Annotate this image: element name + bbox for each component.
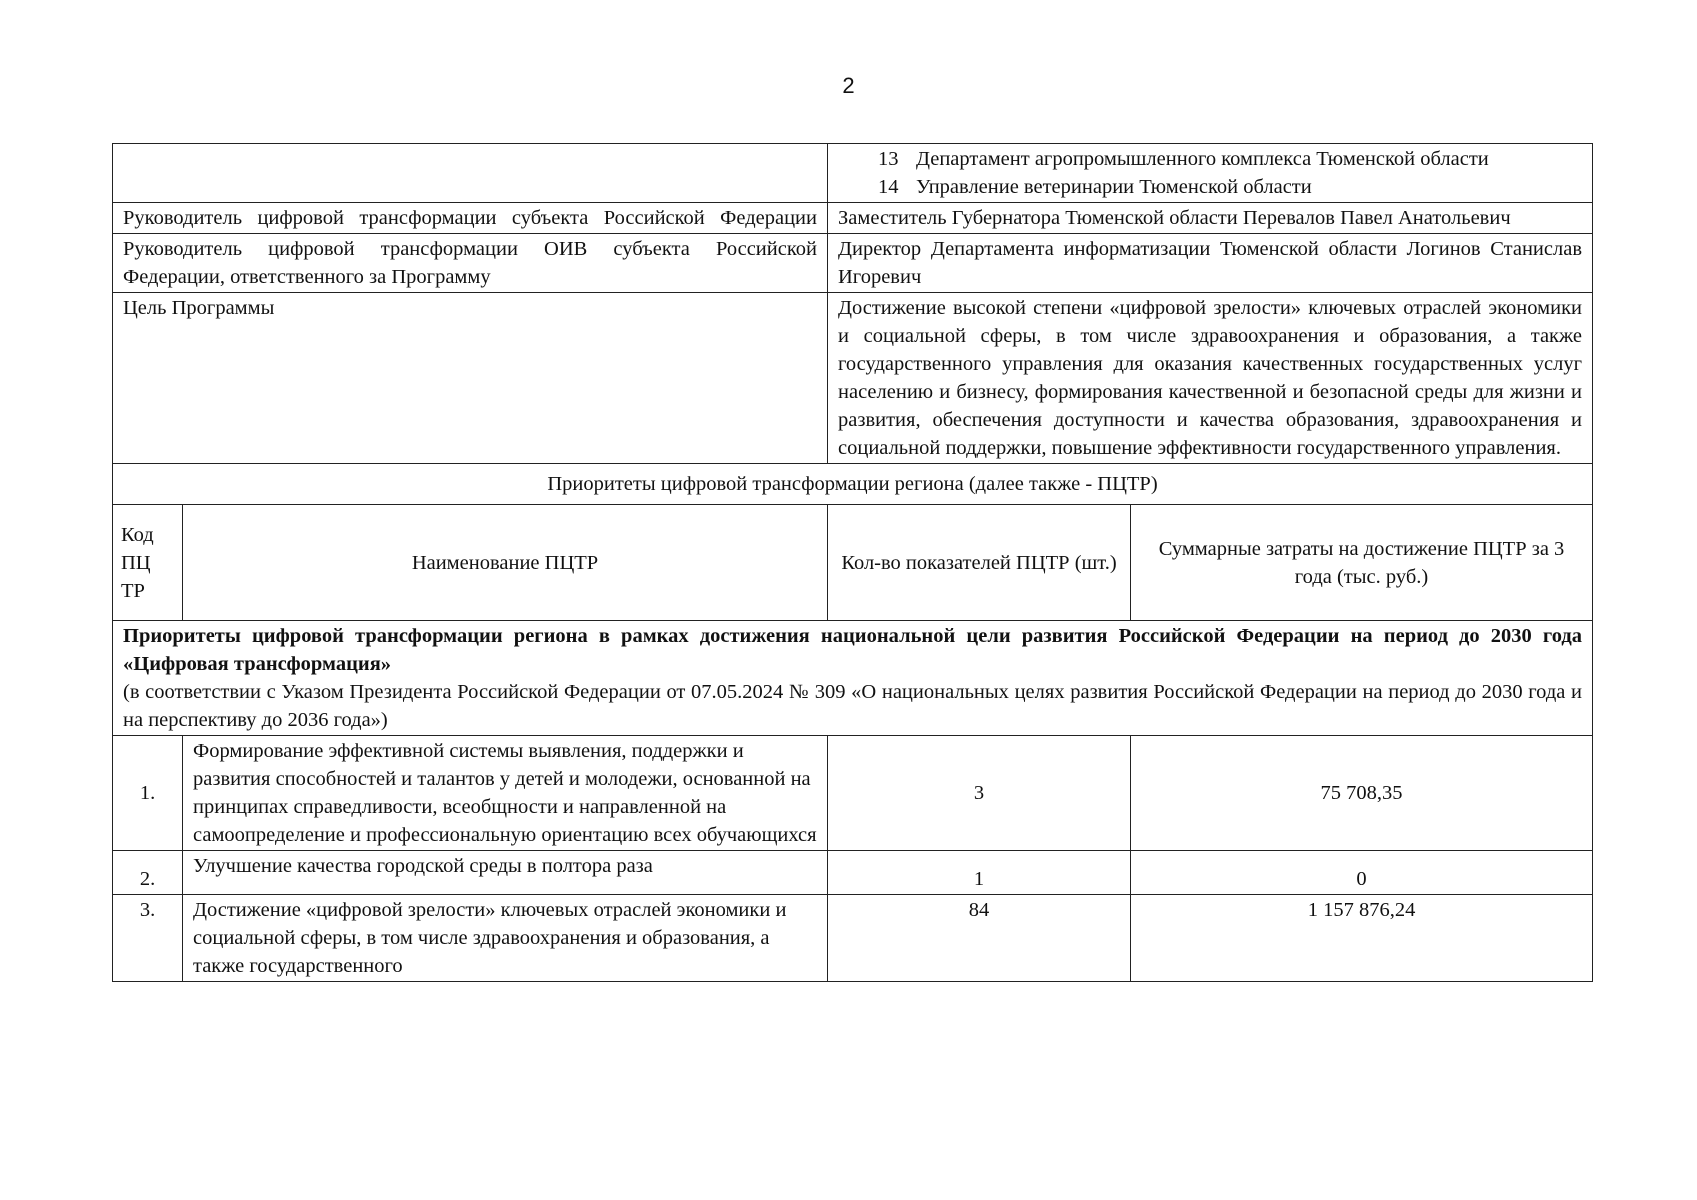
priorities-title: Приоритеты цифровой трансформации региона (далее также - ПЦТР) <box>113 464 1593 505</box>
priority-count: 1 <box>828 851 1131 895</box>
column-header-row <box>113 505 1593 621</box>
head-cdt-oiv-value: Директор Департамента информатизации Тюменской области Логинов Станислав Игоревич <box>828 234 1593 293</box>
goal-row <box>113 293 1593 464</box>
column-header-cost: Суммарные затраты на достижение ПЦТР за 3 года (тыс. руб.) <box>1131 505 1593 621</box>
priority-cost: 1 157 876,24 <box>1131 895 1593 982</box>
head-cdt-label: Руководитель цифровой трансформации субъекта Российской Федерации <box>113 203 828 234</box>
continued-list-label-cell <box>113 144 828 203</box>
table-row <box>113 851 1593 895</box>
agency-list <box>838 145 1582 201</box>
priority-code: 1. <box>113 736 183 851</box>
priority-cost: 0 <box>1131 851 1593 895</box>
priority-cost: 75 708,35 <box>1131 736 1593 851</box>
priority-count: 84 <box>828 895 1131 982</box>
section-row <box>113 621 1593 736</box>
list-item <box>878 145 1582 173</box>
list-item-number: 13 <box>878 148 899 170</box>
list-item-number: 14 <box>878 176 899 198</box>
list-item-text: Управление ветеринарии Тюменской области <box>916 176 1312 198</box>
head-cdt-oiv-row <box>113 234 1593 293</box>
continued-list-cell <box>828 144 1593 203</box>
section-note: (в соответствии с Указом Президента Российской Федерации от 07.05.2024 № 309 «О национальных целях развития Российской Федерации на период до 2030 года и на перспективу до 2036 года») <box>123 681 1582 731</box>
page-number: 2 <box>842 73 855 98</box>
list-item-text: Департамент агропромышленного комплекса Тюменской области <box>916 148 1489 170</box>
list-item <box>878 173 1582 201</box>
priority-code: 2. <box>113 851 183 895</box>
table-row <box>113 895 1593 982</box>
column-header-count: Кол-во показателей ПЦТР (шт.) <box>828 505 1131 621</box>
continued-list-row <box>113 144 1593 203</box>
column-header-code: Код ПЦ ТР <box>113 505 183 621</box>
priorities-title-row <box>113 464 1593 505</box>
priority-count: 3 <box>828 736 1131 851</box>
section-cell <box>113 621 1593 736</box>
column-header-name: Наименование ПЦТР <box>183 505 828 621</box>
priority-code: 3. <box>113 895 183 982</box>
priority-name: Достижение «цифровой зрелости» ключевых отраслей экономики и социальной сферы, в том числе здравоохранения и образования, а также государственного <box>183 895 828 982</box>
table-row <box>113 736 1593 851</box>
priority-name: Улучшение качества городской среды в полтора раза <box>183 851 828 895</box>
head-cdt-oiv-label: Руководитель цифровой трансформации ОИВ субъекта Российской Федерации, ответственного за Программу <box>113 234 828 293</box>
goal-value: Достижение высокой степени «цифровой зрелости» ключевых отраслей экономики и социальной сферы, в том числе здравоохранения и образования, а также государственного управления для оказания качественных государственных услуг населению и бизнесу, формирования качественной и безопасной среды для жизни и развития, обеспечения доступности и качества образования, здравоохранения и социальной поддержки, повышение эффективности государственного управления. <box>828 293 1593 464</box>
head-cdt-row <box>113 203 1593 234</box>
head-cdt-value: Заместитель Губернатора Тюменской области Перевалов Павел Анатольевич <box>828 203 1593 234</box>
priority-name: Формирование эффективной системы выявления, поддержки и развития способностей и талантов у детей и молодежи, основанной на принципах справедливости, всеобщности и направленной на самоопределение и профессиональную ориентацию всех обучающихся <box>183 736 828 851</box>
goal-label: Цель Программы <box>113 293 828 464</box>
section-title: Приоритеты цифровой трансформации региона в рамках достижения национальной цели развития Российской Федерации на период до 2030 года «Цифровая трансформация» <box>123 625 1582 675</box>
program-passport-table <box>112 143 1593 982</box>
